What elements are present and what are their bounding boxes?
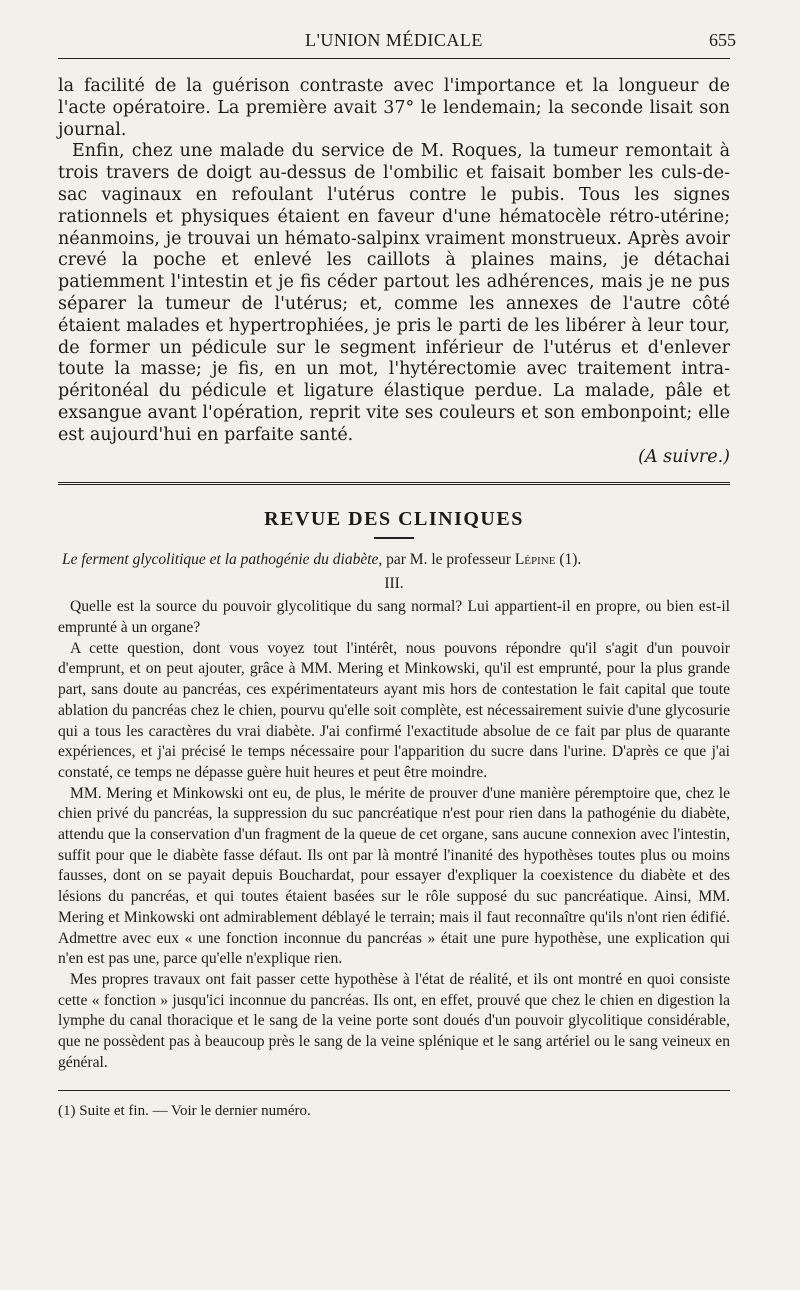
article-body xyxy=(58,597,730,1073)
journal-title: L'UNION MÉDICALE xyxy=(305,30,483,50)
paragraph: la facilité de la guérison contraste avec l'importance et la longueur de l'acte opératoire. La première avait 37° le lendemain; la seconde lisait son journal. xyxy=(58,76,730,140)
paragraph: Enfin, chez une malade du service de M. Roques, la tumeur remontait à trois travers de doigt au-dessus de l'ombilic et faisait bomber les culs-de-sac vaginaux en refoulant l'utérus contre le pubis. Tous les signes rationnels et physiques étaient en faveur d'une hématocèle rétro-utérine; néanmoins, je trouvai un hémato-salpinx vraiment monstrueux. Après avoir crevé la poche et enlevé les caillots à plaines mains, je détachai patiemment l'intestin et je fis céder partout les adhérences, mais je ne pus séparer la tumeur de l'utérus; et, comme les annexes de l'autre côté étaient malades et hypertrophiées, je pris le parti de les libérer à leur tour, de former un pédicule sur le segment inférieur de l'utérus et d'enlever toute la masse; je fis, en un mot, l'hytérectomie avec traitement intra-péritonéal du pédicule et ligature élastique perdue. La malade, pâle et exsangue avant l'opération, reprit vite ses couleurs et son embonpoint; elle est aujourd'hui en parfaite santé. xyxy=(58,141,730,445)
to-follow-note: (A suivre.) xyxy=(638,446,730,467)
continued-article xyxy=(58,76,730,468)
article-title xyxy=(58,551,730,569)
paragraph: Quelle est la source du pouvoir glycolitique du sang normal? Lui appartient-il en propre, ou bien est-il emprunté à un organe? xyxy=(58,598,730,637)
part-numeral: III. xyxy=(384,575,404,593)
article-byline: par M. le professeur xyxy=(386,551,511,569)
paragraph: Mes propres travaux ont fait passer cette hypothèse à l'état de réalité, et ils ont montré en quoi consiste cette « fonction » jusqu'ici inconnue du pancréas. Ils ont, en effet, prouvé que chez le chien en digestion la lymphe du canal thoracique et le sang de la veine porte sont doués d'un pouvoir glycolitique considérable, que ne possèdent pas à beaucoup près le sang de la veine splénique et le sang artériel ou le sang veineux en général. xyxy=(58,971,730,1071)
running-header xyxy=(58,0,736,62)
heading-dash xyxy=(374,537,414,539)
footnote: (1) Suite et fin. — Voir le dernier numéro. xyxy=(58,1102,311,1119)
header-rule xyxy=(58,58,730,59)
paragraph: MM. Mering et Minkowski ont eu, de plus, le mérite de prouver d'une manière péremptoire que, chez le chien privé du pancréas, la suppression du suc pancréatique n'est pour rien dans la pathogénie du diabète, attendu que la conservation d'un fragment de la queue de cet organe, sans aucune connexion avec l'intestin, suffit pour que le diabète fasse défaut. Ils ont par là montré l'inanité des hypothèses toutes plus ou moins fausses, dont on se payait depuis Bouchardat, pour essayer d'expliquer la coexistence du diabète et des lésions du pancréas, et qui toutes étaient basées sur le rôle supposé du suc pancréatique. Ainsi, MM. Mering et Minkowski ont admirablement déblayé le terrain; mais il faut reconnaître qu'ils n'ont rien édifié. Admettre avec eux « une fonction inconnue du pancréas » était une pure hypothèse, une explication qui n'en est pas une, parce qu'elle n'explique rien. xyxy=(58,784,730,968)
section-heading: REVUE DES CLINIQUES xyxy=(264,508,524,531)
paragraph: A cette question, dont vous voyez tout l'intérêt, nous pouvons répondre qu'il s'agit d'un pouvoir d'emprunt, et on peut ajouter, grâce à MM. Mering et Minkowski, qu'il est emprunté, pour la plus grande part, sans doute au pancréas, ces expérimentateurs ayant mis hors de contestation le fait capital que toute ablation du pancréas chez le chien, pourvu qu'elle soit complète, est nécessairement suivie d'une glycosurie qui a tous les caractères du vrai diabète. J'ai confirmé l'exactitude absolue de ce fait par plus de quarante expériences, et j'ai précisé le temps nécessaire pour l'apparition du sucre dans l'urine. D'après ce que j'ai constaté, ce temps ne dépasse guère huit heures et peut être moindre. xyxy=(58,639,730,781)
section-divider xyxy=(58,482,730,486)
article-author: Lépine xyxy=(514,551,556,569)
article-title-text: Le ferment glycolitique et la pathogénie du diabète, xyxy=(62,551,383,569)
footnote-rule xyxy=(58,1090,730,1091)
footnote-ref: (1). xyxy=(559,551,582,569)
page-number: 655 xyxy=(709,30,736,50)
